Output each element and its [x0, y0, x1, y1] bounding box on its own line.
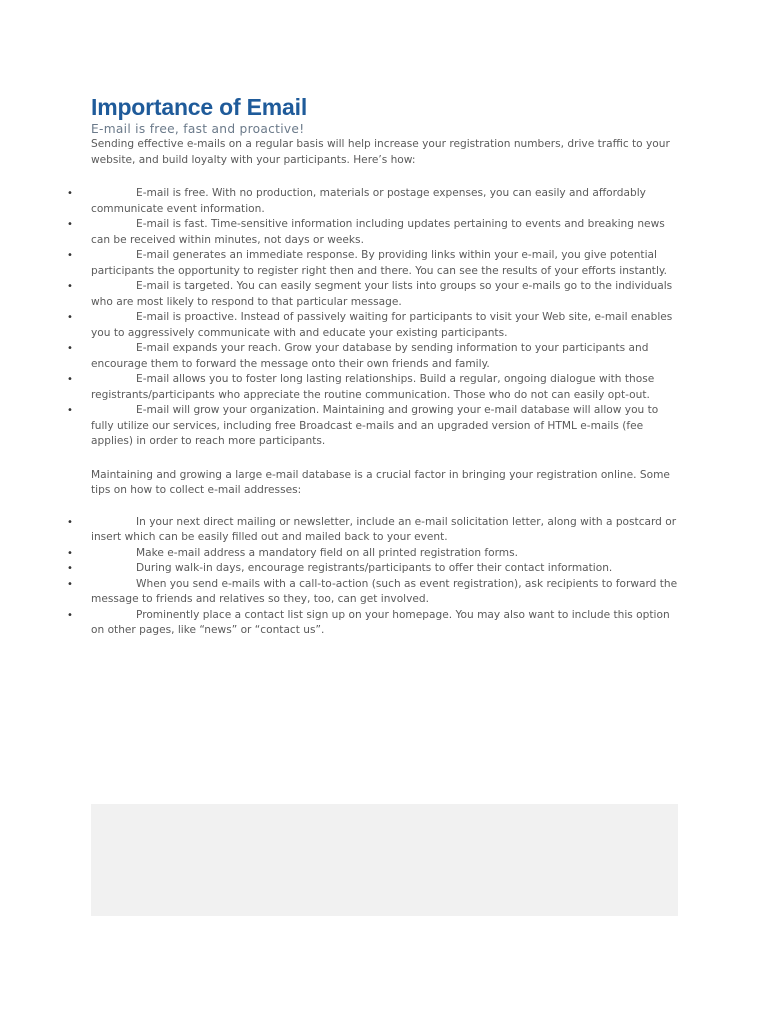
bullet-icon: •: [67, 578, 73, 590]
bullet-icon: •: [67, 516, 73, 528]
bullet-icon: •: [67, 281, 73, 292]
bullet-icon: •: [67, 188, 73, 199]
list-item-text: E-mail allows you to foster long lasting relationships. Build a regular, ongoing dialogue with those registrants/participants who appreciate the routine communication. Those who do not can easily opt-out.: [91, 373, 655, 401]
bullet-icon: •: [67, 312, 73, 323]
bullet-icon: •: [67, 405, 73, 416]
list-item: [67, 248, 683, 279]
list-item-text: When you send e-mails with a call-to-action (such as event registration), ask recipients to forward the message to friends and relatives so they, too, can get involved.: [91, 577, 678, 605]
document-body: [67, 92, 683, 639]
list-item: [67, 561, 683, 577]
list-item-text: During walk-in days, encourage registrants/participants to offer their contact information.: [136, 562, 613, 574]
bullet-icon: •: [67, 374, 73, 385]
bullet-icon: •: [67, 563, 73, 574]
list-item-text: E-mail expands your reach. Grow your database by sending information to your participants and encourage them to forward the message onto their own friends and family.: [91, 342, 649, 370]
bullet-icon: •: [67, 609, 73, 621]
list-item-text: E-mail is fast. Time-sensitive information including updates pertaining to events and breaking news can be received within minutes, not days or weeks.: [91, 218, 665, 246]
list-item: [67, 217, 683, 248]
bullet-icon: •: [67, 219, 73, 230]
tips-intro-paragraph: Maintaining and growing a large e-mail database is a crucial factor in bringing your registration online. Some tips on how to collect e-mail addresses:: [91, 468, 670, 496]
list-item-text: E-mail is free. With no production, materials or postage expenses, you can easily and affordably communicate event information.: [91, 187, 646, 215]
benefits-list: [67, 186, 683, 450]
list-item-text: In your next direct mailing or newsletter, include an e-mail solicitation letter, along with a postcard or insert which can be easily filled out and mailed back to your event.: [91, 515, 677, 543]
bullet-icon: •: [67, 547, 73, 559]
list-item: [67, 279, 683, 310]
list-item-text: E-mail generates an immediate response. By providing links within your e-mail, you give potential participants the opportunity to register right then and there. You can see the results of your efforts instantly.: [91, 249, 668, 277]
empty-content-box: [91, 804, 678, 916]
list-item-text: Prominently place a contact list sign up on your homepage. You may also want to include this option on other pages, like “news” or “contact us”.: [91, 608, 670, 636]
list-item: [67, 608, 683, 639]
list-item-text: E-mail is proactive. Instead of passively waiting for participants to visit your Web site, e-mail enables you to aggressively communicate with and educate your existing participants.: [91, 311, 673, 339]
page-title: Importance of Email: [91, 94, 308, 120]
list-item: [67, 403, 683, 450]
list-item: [67, 515, 683, 546]
list-item-text: E-mail is targeted. You can easily segment your lists into groups so your e-mails go to the individuals who are most likely to respond to that particular message.: [91, 280, 673, 308]
tips-list: [67, 515, 683, 639]
intro-paragraph: Sending effective e-mails on a regular basis will help increase your registration numbers, drive traffic to your website, and build loyalty with your participants. Here’s how:: [91, 138, 670, 166]
page-subtitle: E-mail is free, fast and proactive!: [91, 122, 305, 136]
list-item-text: Make e-mail address a mandatory field on all printed registration forms.: [136, 546, 519, 559]
list-item: [67, 372, 683, 403]
list-item: [67, 341, 683, 372]
list-item: [67, 577, 683, 608]
list-item: [67, 546, 683, 562]
list-item-text: E-mail will grow your organization. Maintaining and growing your e-mail database will allow you to fully utilize our services, including free Broadcast e-mails and an upgraded version of HTML e-mails (fee applies) in order to reach more participants.: [91, 404, 659, 447]
bullet-icon: •: [67, 343, 73, 354]
bullet-icon: •: [67, 250, 73, 261]
list-item: [67, 310, 683, 341]
list-item: [67, 186, 683, 217]
